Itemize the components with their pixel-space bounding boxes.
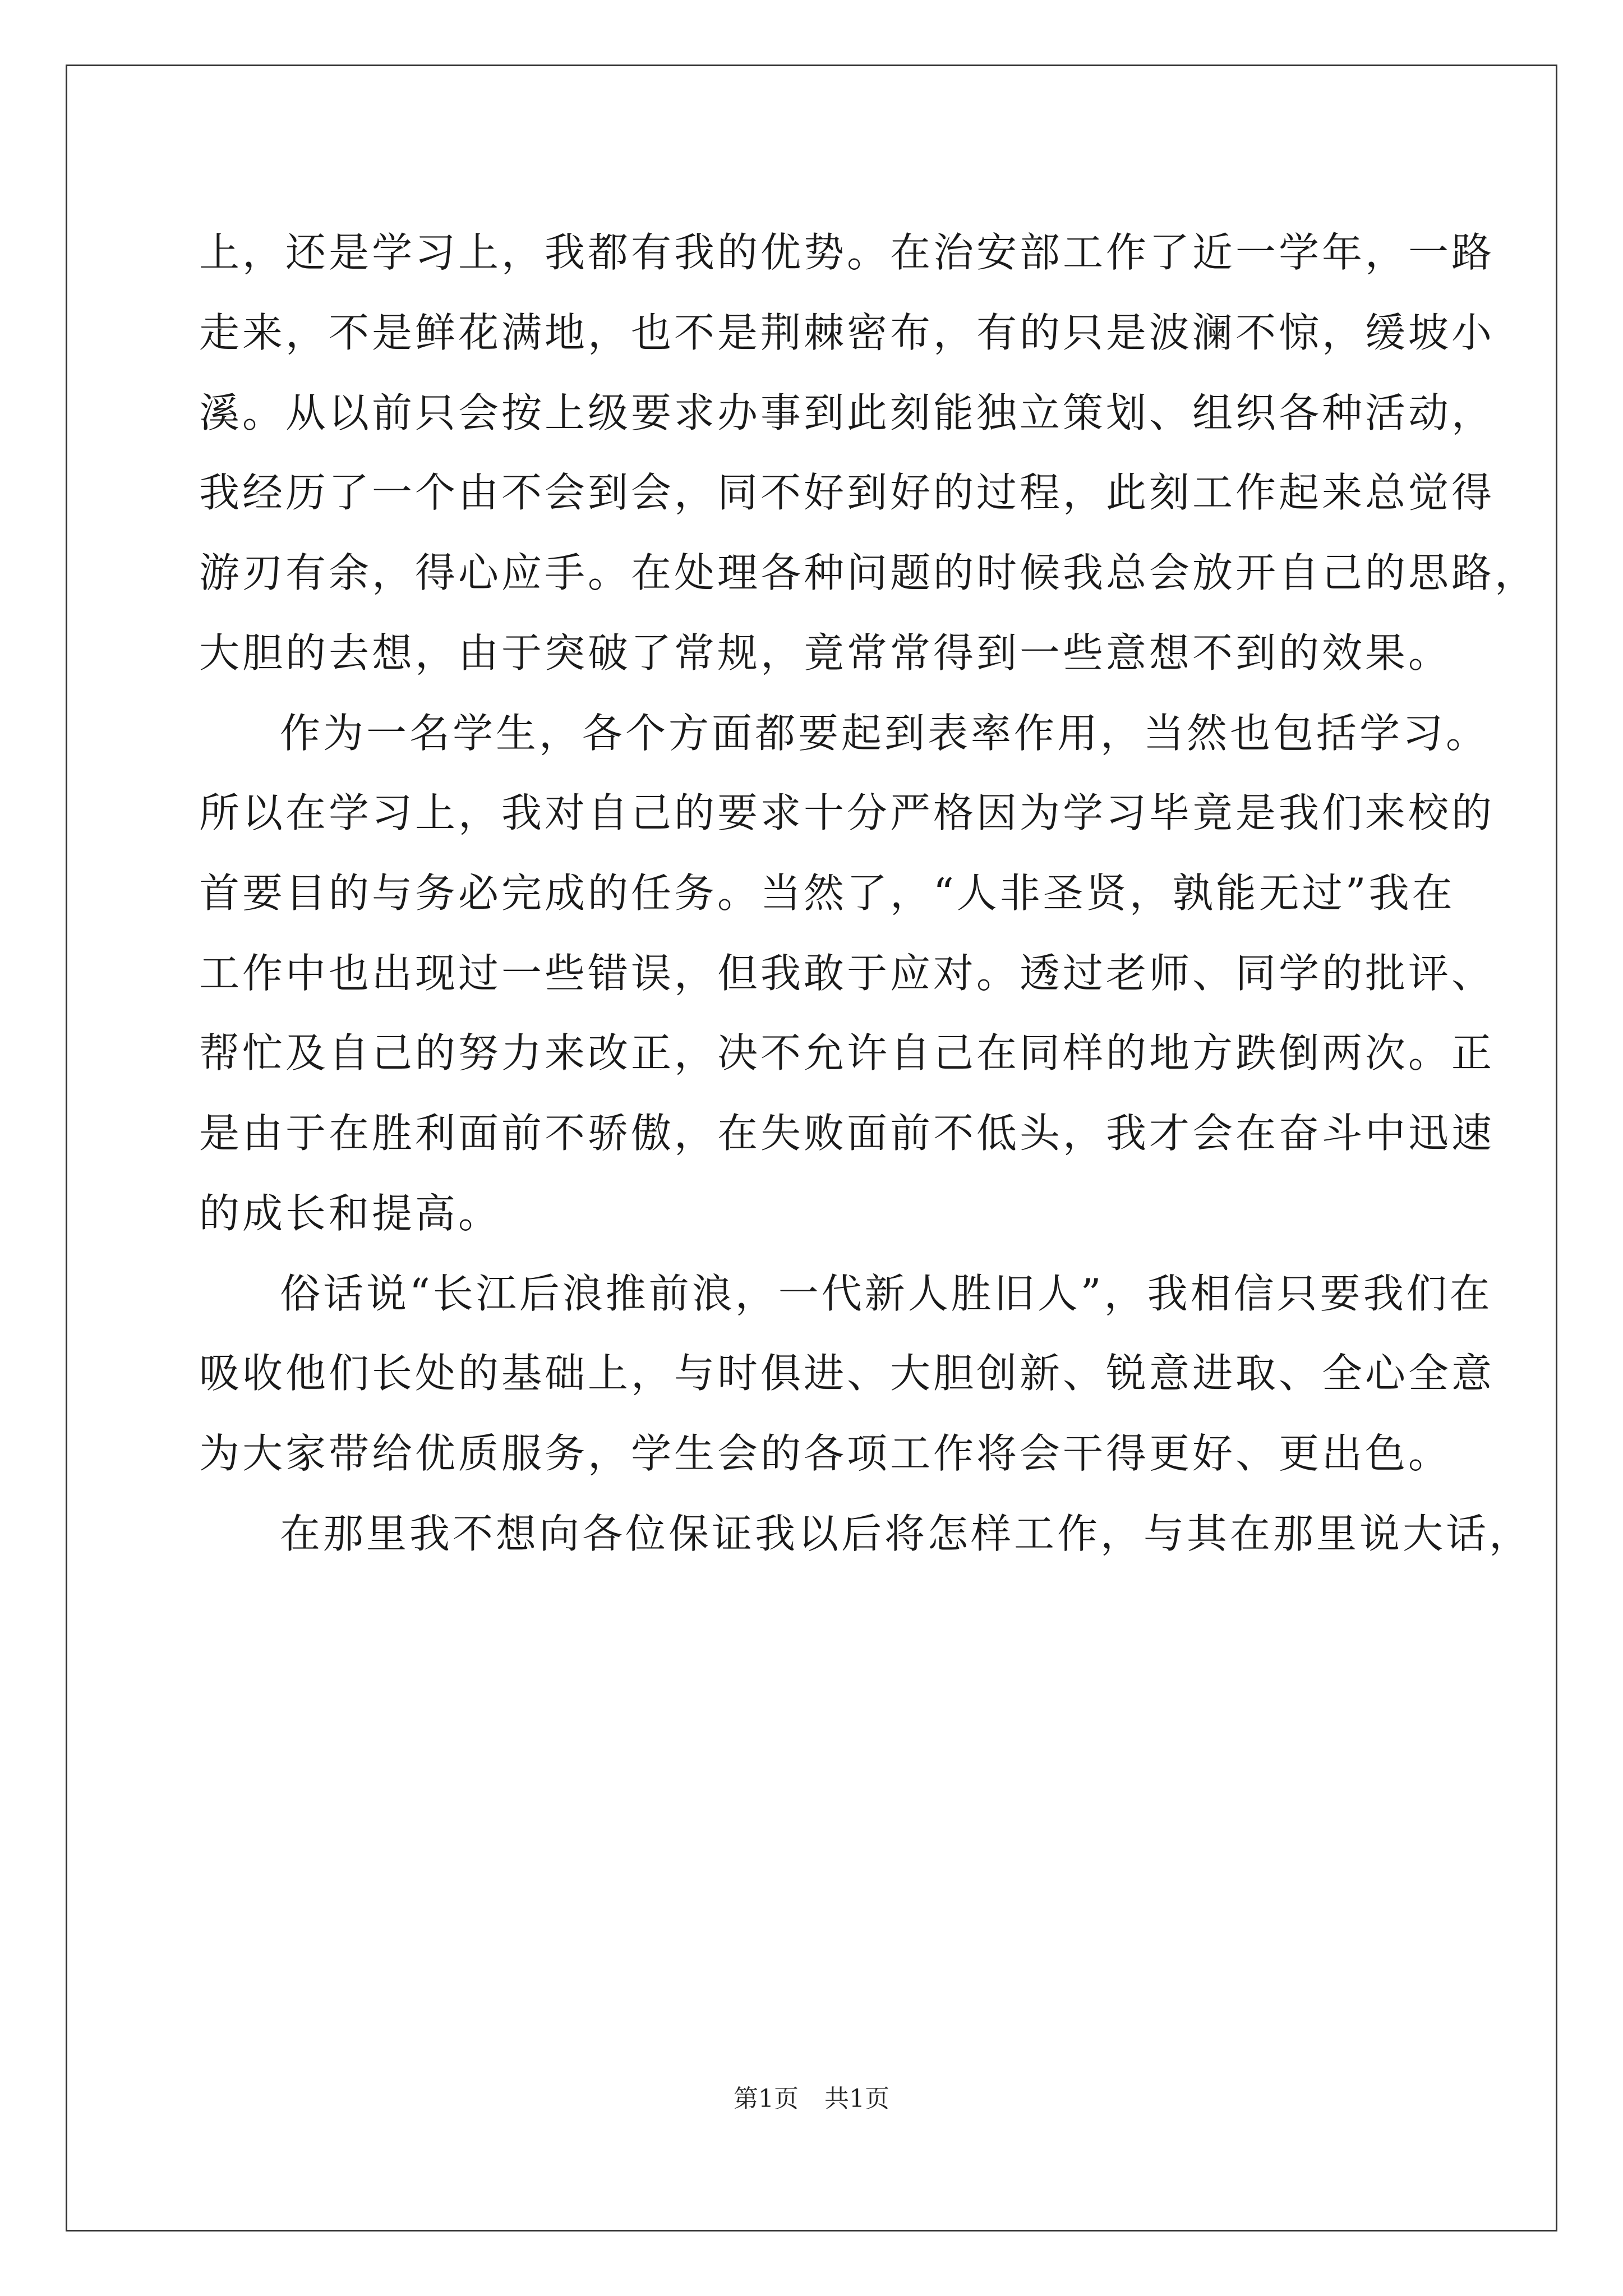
text-line: 的成长和提高。 xyxy=(199,1190,502,1237)
text-line: 上，还是学习上，我都有我的优势。在治安部工作了近一学年，一路 xyxy=(199,229,1495,276)
text-line-indented: 俗话说“长江后浪推前浪，一代新人胜旧人”，我相信只要我们在 xyxy=(280,1270,1493,1317)
text-line-indented: 在那里我不想向各位保证我以后将怎样工作，与其在那里说大话， xyxy=(280,1510,1533,1557)
text-line: 大胆的去想，由于突破了常规，竟常常得到一些意想不到的效果。 xyxy=(199,629,1452,677)
text-line: 是由于在胜利面前不骄傲，在失败面前不低头，我才会在奋斗中迅速 xyxy=(199,1110,1495,1157)
page-number: 第1页 xyxy=(734,2085,799,2113)
text-line-indented: 作为一名学生，各个方面都要起到表率作用，当然也包括学习。 xyxy=(280,710,1490,757)
text-line: 游刃有余，得心应手。在处理各种问题的时候我总会放开自己的思路， xyxy=(199,549,1538,596)
text-line: 首要目的与务必完成的任务。当然了，“人非圣贤，孰能无过”我在 xyxy=(199,869,1455,917)
text-line: 工作中也出现过一些错误，但我敢于应对。透过老师、同学的批评、 xyxy=(199,950,1495,997)
text-line: 溪。从以前只会按上级要求办事到此刻能独立策划、组织各种活动， xyxy=(199,389,1495,436)
text-line: 为大家带给优质服务，学生会的各项工作将会干得更好、更出色。 xyxy=(199,1430,1452,1477)
page-footer xyxy=(0,2078,1623,2114)
page-total: 共1页 xyxy=(824,2085,889,2113)
text-line: 所以在学习上，我对自己的要求十分严格因为学习毕竟是我们来校的 xyxy=(199,789,1495,836)
text-line: 吸收他们长处的基础上，与时俱进、大胆创新、锐意进取、全心全意 xyxy=(199,1350,1495,1397)
text-line: 帮忙及自己的努力来改正，决不允许自己在同样的地方跌倒两次。正 xyxy=(199,1029,1495,1076)
text-line: 走来，不是鲜花满地，也不是荆棘密布，有的只是波澜不惊，缓坡小 xyxy=(199,309,1495,356)
text-line: 我经历了一个由不会到会，同不好到好的过程，此刻工作起来总觉得 xyxy=(199,469,1495,516)
